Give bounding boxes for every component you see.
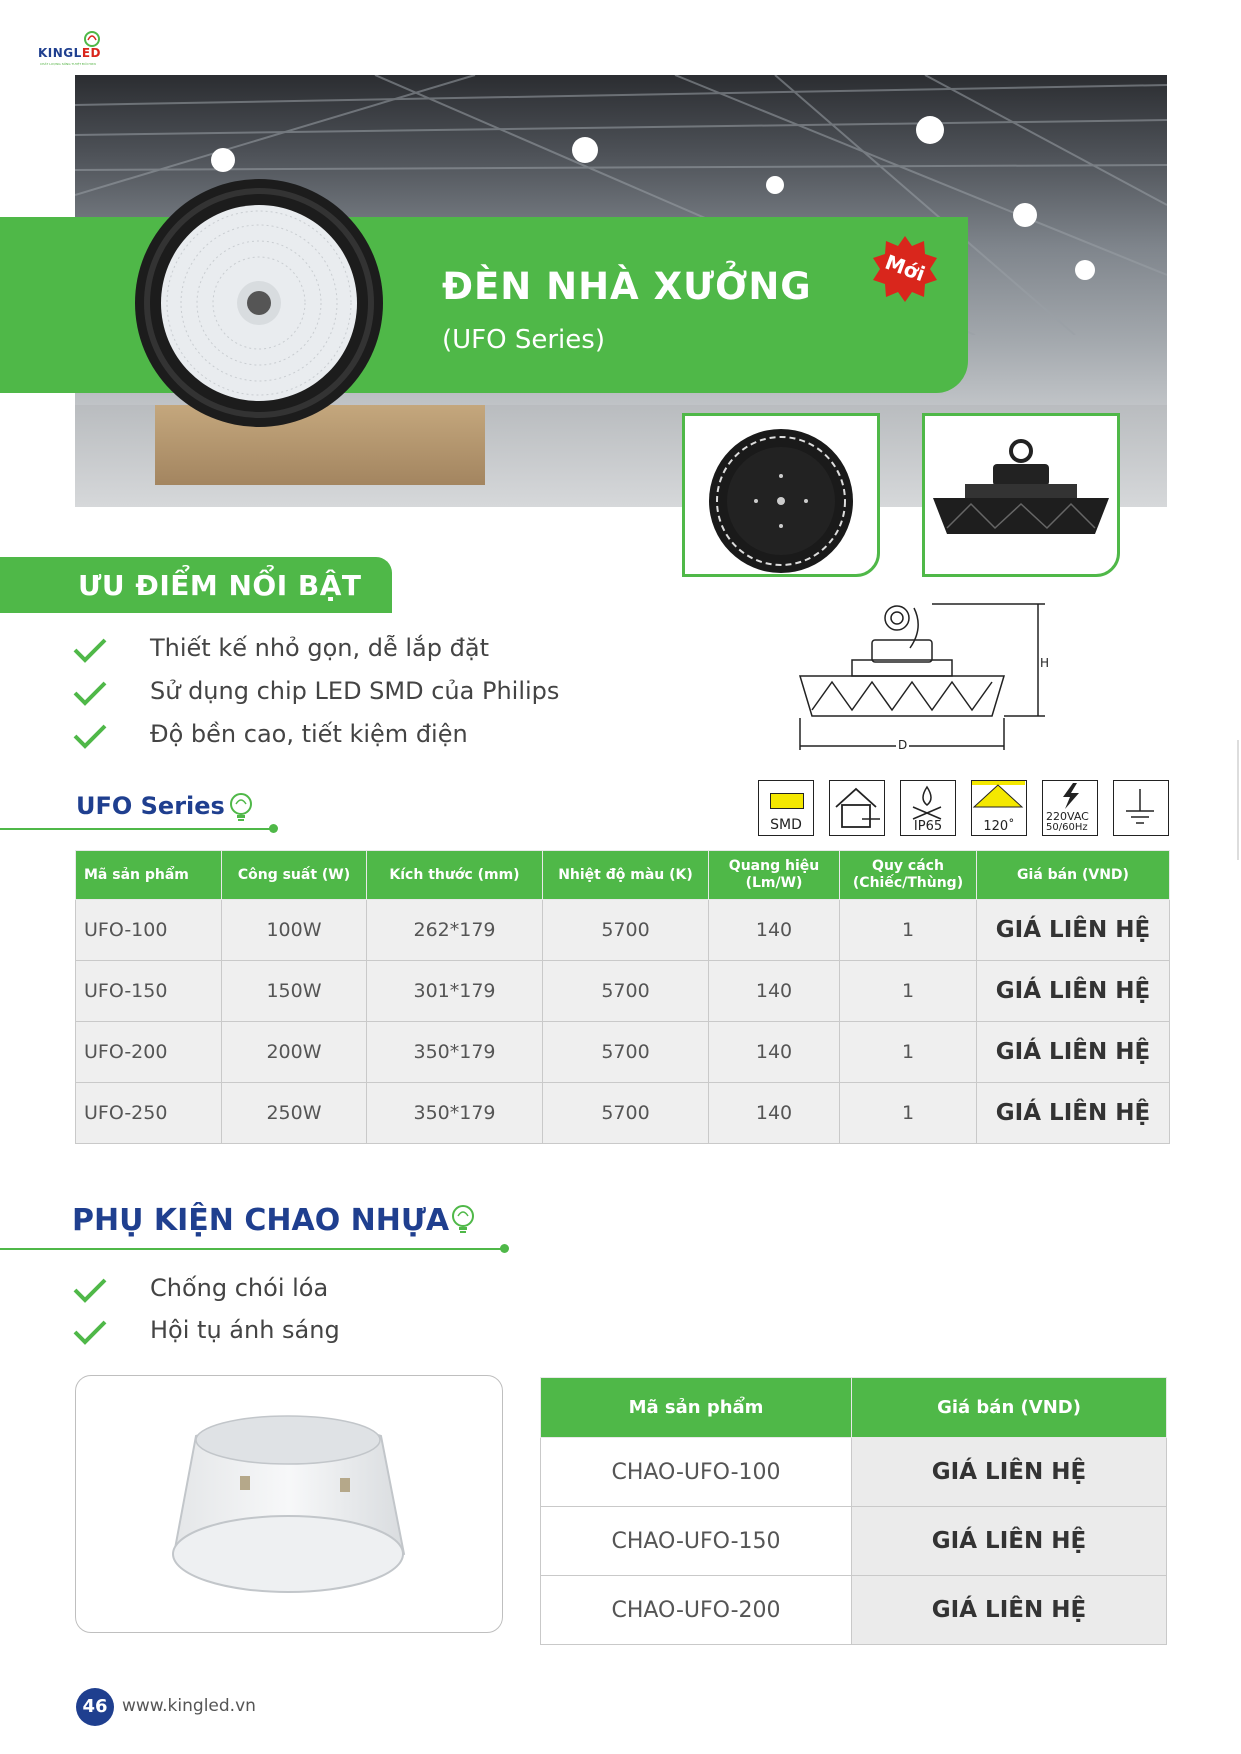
cell-price: GIÁ LIÊN HỆ (852, 1576, 1167, 1645)
table-row (541, 1507, 1167, 1576)
table-row (76, 1083, 1170, 1144)
cell-price: GIÁ LIÊN HỆ (852, 1507, 1167, 1576)
feature-item: Độ bền cao, tiết kiệm điện (150, 720, 468, 748)
bulb-icon (228, 792, 254, 824)
header-power: Công suất (W) (222, 851, 367, 900)
spec-voltage-label: 220VAC (1046, 810, 1089, 823)
voltage-icon (1043, 781, 1096, 809)
feature-item: Sử dụng chip LED SMD của Philips (150, 677, 560, 705)
cell-price: GIÁ LIÊN HỆ (977, 1022, 1170, 1083)
feature-item: Thiết kế nhỏ gọn, dễ lắp đặt (150, 634, 489, 662)
header-price: Giá bán (VND) (977, 851, 1170, 900)
cell-product-code: UFO-250 (76, 1083, 222, 1144)
cell-power: 100W (222, 900, 367, 961)
website-link[interactable]: www.kingled.vn (122, 1696, 256, 1716)
new-badge-label: Mới (881, 249, 929, 287)
cell-price: GIÁ LIÊN HỆ (977, 1083, 1170, 1144)
ip65-waterproof-icon (901, 781, 954, 823)
table-row (541, 1438, 1167, 1507)
page-edge-mark (1237, 740, 1239, 860)
new-badge (872, 236, 938, 302)
header-price: Giá bán (VND) (852, 1378, 1167, 1438)
cell-product-code: UFO-150 (76, 961, 222, 1022)
diameter-label: D (898, 738, 908, 752)
cell-price: GIÁ LIÊN HỆ (977, 900, 1170, 961)
spec-frequency-label: 50/60Hz (1046, 822, 1088, 833)
cell-power: 250W (222, 1083, 367, 1144)
brand-name: KINGL (38, 46, 82, 60)
check-icon (72, 679, 108, 707)
cell-size: 262*179 (367, 900, 543, 961)
ground-icon (1114, 781, 1167, 834)
brand-tagline: CHẤT LƯỢNG SỐNG TUYỆT ĐỐI HƠN (40, 62, 96, 66)
accessory-table-header (541, 1378, 1167, 1438)
lamp-side-thumbnail (922, 413, 1120, 577)
cell-packing: 1 (840, 1083, 977, 1144)
accessory-item: Hội tụ ánh sáng (150, 1316, 340, 1344)
spec-smd (758, 780, 814, 836)
spec-beam-angle (971, 780, 1027, 836)
cell-efficacy: 140 (709, 1022, 840, 1083)
cell-product-code: CHAO-UFO-150 (541, 1507, 852, 1576)
table-row (76, 961, 1170, 1022)
spec-indoor (829, 780, 885, 836)
cell-power: 150W (222, 961, 367, 1022)
spec-voltage (1042, 780, 1098, 836)
bulb-icon (450, 1204, 476, 1236)
ufo-lamp-front-icon (133, 177, 385, 429)
spec-ground (1113, 780, 1169, 836)
accessory-item: Chống chói lóa (150, 1274, 329, 1302)
cell-packing: 1 (840, 961, 977, 1022)
cell-price: GIÁ LIÊN HỆ (977, 961, 1170, 1022)
dimension-diagram (792, 598, 1054, 760)
page-title: ĐÈN NHÀ XƯỞNG (442, 265, 812, 308)
accessory-underline-dot (500, 1244, 509, 1253)
cell-size: 350*179 (367, 1083, 543, 1144)
cell-efficacy: 140 (709, 1083, 840, 1144)
header-product-code: Mã sản phẩm (541, 1378, 852, 1438)
cell-size: 350*179 (367, 1022, 543, 1083)
header-size: Kích thước (mm) (367, 851, 543, 900)
accessory-title: PHỤ KIỆN CHAO NHỰA (72, 1203, 450, 1238)
table-row (541, 1576, 1167, 1645)
beam-angle-icon (972, 781, 1025, 817)
cell-price: GIÁ LIÊN HỆ (852, 1438, 1167, 1507)
header-color-temp: Nhiệt độ màu (K) (543, 851, 709, 900)
check-icon (72, 636, 108, 664)
height-label: H (1040, 656, 1050, 670)
cell-efficacy: 140 (709, 961, 840, 1022)
cell-packing: 1 (840, 900, 977, 961)
cell-product-code: UFO-100 (76, 900, 222, 961)
spec-beam-label: 120˚ (983, 819, 1015, 834)
page-number: 46 (76, 1688, 114, 1726)
cell-color-temp: 5700 (543, 1022, 709, 1083)
product-table-header (76, 851, 1170, 900)
cell-product-code: UFO-200 (76, 1022, 222, 1083)
cell-product-code: CHAO-UFO-100 (541, 1438, 852, 1507)
spec-ip65 (900, 780, 956, 836)
lamp-dimension-drawing-icon (792, 598, 1054, 760)
check-icon (72, 1318, 108, 1346)
accessory-underline (0, 1248, 505, 1250)
lamp-side-view-icon (925, 416, 1117, 574)
cell-color-temp: 5700 (543, 961, 709, 1022)
spec-ip65-label: IP65 (913, 819, 943, 834)
brand-logo (38, 38, 128, 70)
series-title: UFO Series (76, 792, 225, 820)
cell-efficacy: 140 (709, 900, 840, 961)
header-efficacy: Quang hiệu (Lm/W) (709, 851, 840, 900)
accessory-table (540, 1377, 1167, 1645)
lamp-back-thumbnail (682, 413, 880, 577)
cell-color-temp: 5700 (543, 1083, 709, 1144)
product-table (75, 850, 1170, 1144)
check-icon (72, 722, 108, 750)
spec-smd-label: SMD (770, 817, 802, 833)
brand-name-accent: ED (81, 46, 101, 60)
features-heading: ƯU ĐIỂM NỔI BẬT (78, 569, 362, 602)
table-row (76, 1022, 1170, 1083)
smd-chip-icon (770, 793, 804, 809)
header-packing: Quy cách (Chiếc/Thùng) (840, 851, 977, 900)
cell-size: 301*179 (367, 961, 543, 1022)
logo-leaf-icon (82, 30, 102, 48)
check-icon (72, 1276, 108, 1304)
indoor-house-icon (830, 781, 883, 834)
cell-color-temp: 5700 (543, 900, 709, 961)
cell-packing: 1 (840, 1022, 977, 1083)
lamp-back-view-icon (685, 416, 877, 574)
header-product-code: Mã sản phẩm (76, 851, 222, 900)
cell-product-code: CHAO-UFO-200 (541, 1576, 852, 1645)
reflector-image (75, 1375, 503, 1633)
page-subtitle: (UFO Series) (442, 325, 605, 355)
cell-power: 200W (222, 1022, 367, 1083)
plastic-reflector-icon (76, 1376, 501, 1631)
series-underline-dot (269, 824, 278, 833)
table-row (76, 900, 1170, 961)
ufo-lamp-image (133, 177, 385, 429)
series-underline (0, 828, 272, 830)
